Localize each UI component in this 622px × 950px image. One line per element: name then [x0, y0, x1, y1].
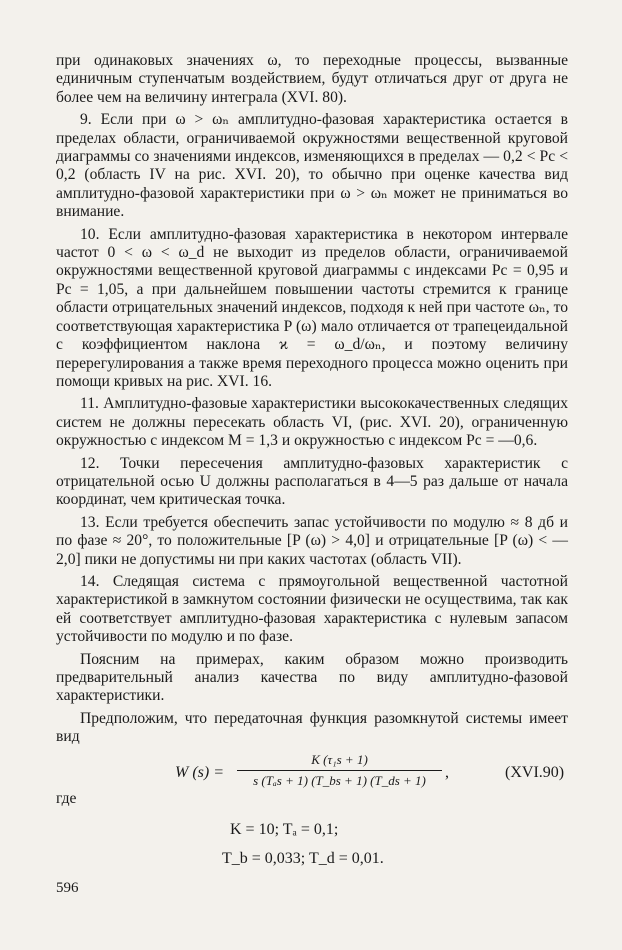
formula-fraction: [237, 752, 442, 789]
parameters-line-1: K = 10; Tₐ = 0,1;: [230, 821, 339, 838]
paragraph-transfer-function-intro: Предположим, что передаточная функция разомкнутой системы имеет вид: [56, 709, 568, 746]
formula-numerator: K (τ₁s + 1): [237, 752, 442, 771]
paragraph-item-11: 11. Амплитудно-фазовые характеристики высококачественных следящих систем не должны пересекать область VI, (рис. XVI. 20), ограниченную окружностью с индексом M = 1,3 и окружностью с индексом Pc = —0,6.: [56, 395, 568, 450]
transfer-function-formula: [175, 752, 595, 802]
body-text: [56, 52, 568, 751]
equation-number: (XVI.90): [505, 764, 565, 781]
where-label: где: [56, 790, 77, 807]
paragraph-item-10: 10. Если амплитудно-фазовая характеристика в некотором интервале частот 0 < ω < ω_d не выходит из пределов области, ограничиваемой окружностями вещественной круговой диаграммы с индексами Pc = 0,95 и Pc = 1,05, а при дальнейшем повышении частоты стремится к границе области отрицательных значений индексов, подходя к ней при частоте ωₙ, то соответствующая характеристика P (ω) мало отличается от трапецеидальной с коэффициентом наклона ϰ = ω_d/ωₙ, и поэтому величину перерегулирования а также время переходного процесса можно оценить при помощи кривых на рис. XVI. 16.: [56, 225, 568, 390]
page-number: 596: [56, 880, 79, 896]
parameters-line-2: T_b = 0,033; T_d = 0,01.: [222, 850, 384, 867]
paragraph-item-9: 9. Если при ω > ωₙ амплитудно-фазовая характеристика остается в пределах области, ограничиваемой окружностями вещественной круговой диаграммы со значениями индексов, изменяющихся в пределах — 0,2 < Pc < 0,2 (область IV на рис. XVI. 20), то обычно при оценке качества вид амплитудно-фазовой характеристики при ω > ωₙ может не приниматься во внимание.: [56, 111, 568, 221]
paragraph-item-13: 13. Если требуется обеспечить запас устойчивости по модулю ≈ 8 дб и по фазе ≈ 20°, то положительные [P (ω) > 4,0] и отрицательные [P (ω) < —2,0] пики не допустимы ни при каких частотах (область VII).: [56, 513, 568, 568]
paragraph-examples-intro: Поясним на примерах, каким образом можно производить предварительный анализ качества по виду амплитудно-фазовой характеристики.: [56, 650, 568, 705]
paragraph-continuation: при одинаковых значениях ω, то переходные процессы, вызванные единичным ступенчатым воздействием, будут отличаться друг от друга не более чем на величину интеграла (XVI. 80).: [56, 52, 568, 106]
paragraph-item-12: 12. Точки пересечения амплитудно-фазовых характеристик с отрицательной осью U должны располагаться в 4—5 раз дальше от начала координат, чем критическая точка.: [56, 454, 568, 509]
formula-denominator: s (Tₐs + 1) (T_bs + 1) (T_ds + 1): [253, 773, 426, 788]
formula-lhs: W (s) =: [175, 764, 225, 781]
paragraph-item-14: 14. Следящая система с прямоугольной вещественной частотной характеристикой в замкнутом состоянии физически не осуществима, так как ей соответствует амплитудно-фазовая характеристика с нулевым запасом устойчивости по модулю и по фазе.: [56, 572, 568, 646]
formula-comma: ,: [445, 764, 449, 781]
